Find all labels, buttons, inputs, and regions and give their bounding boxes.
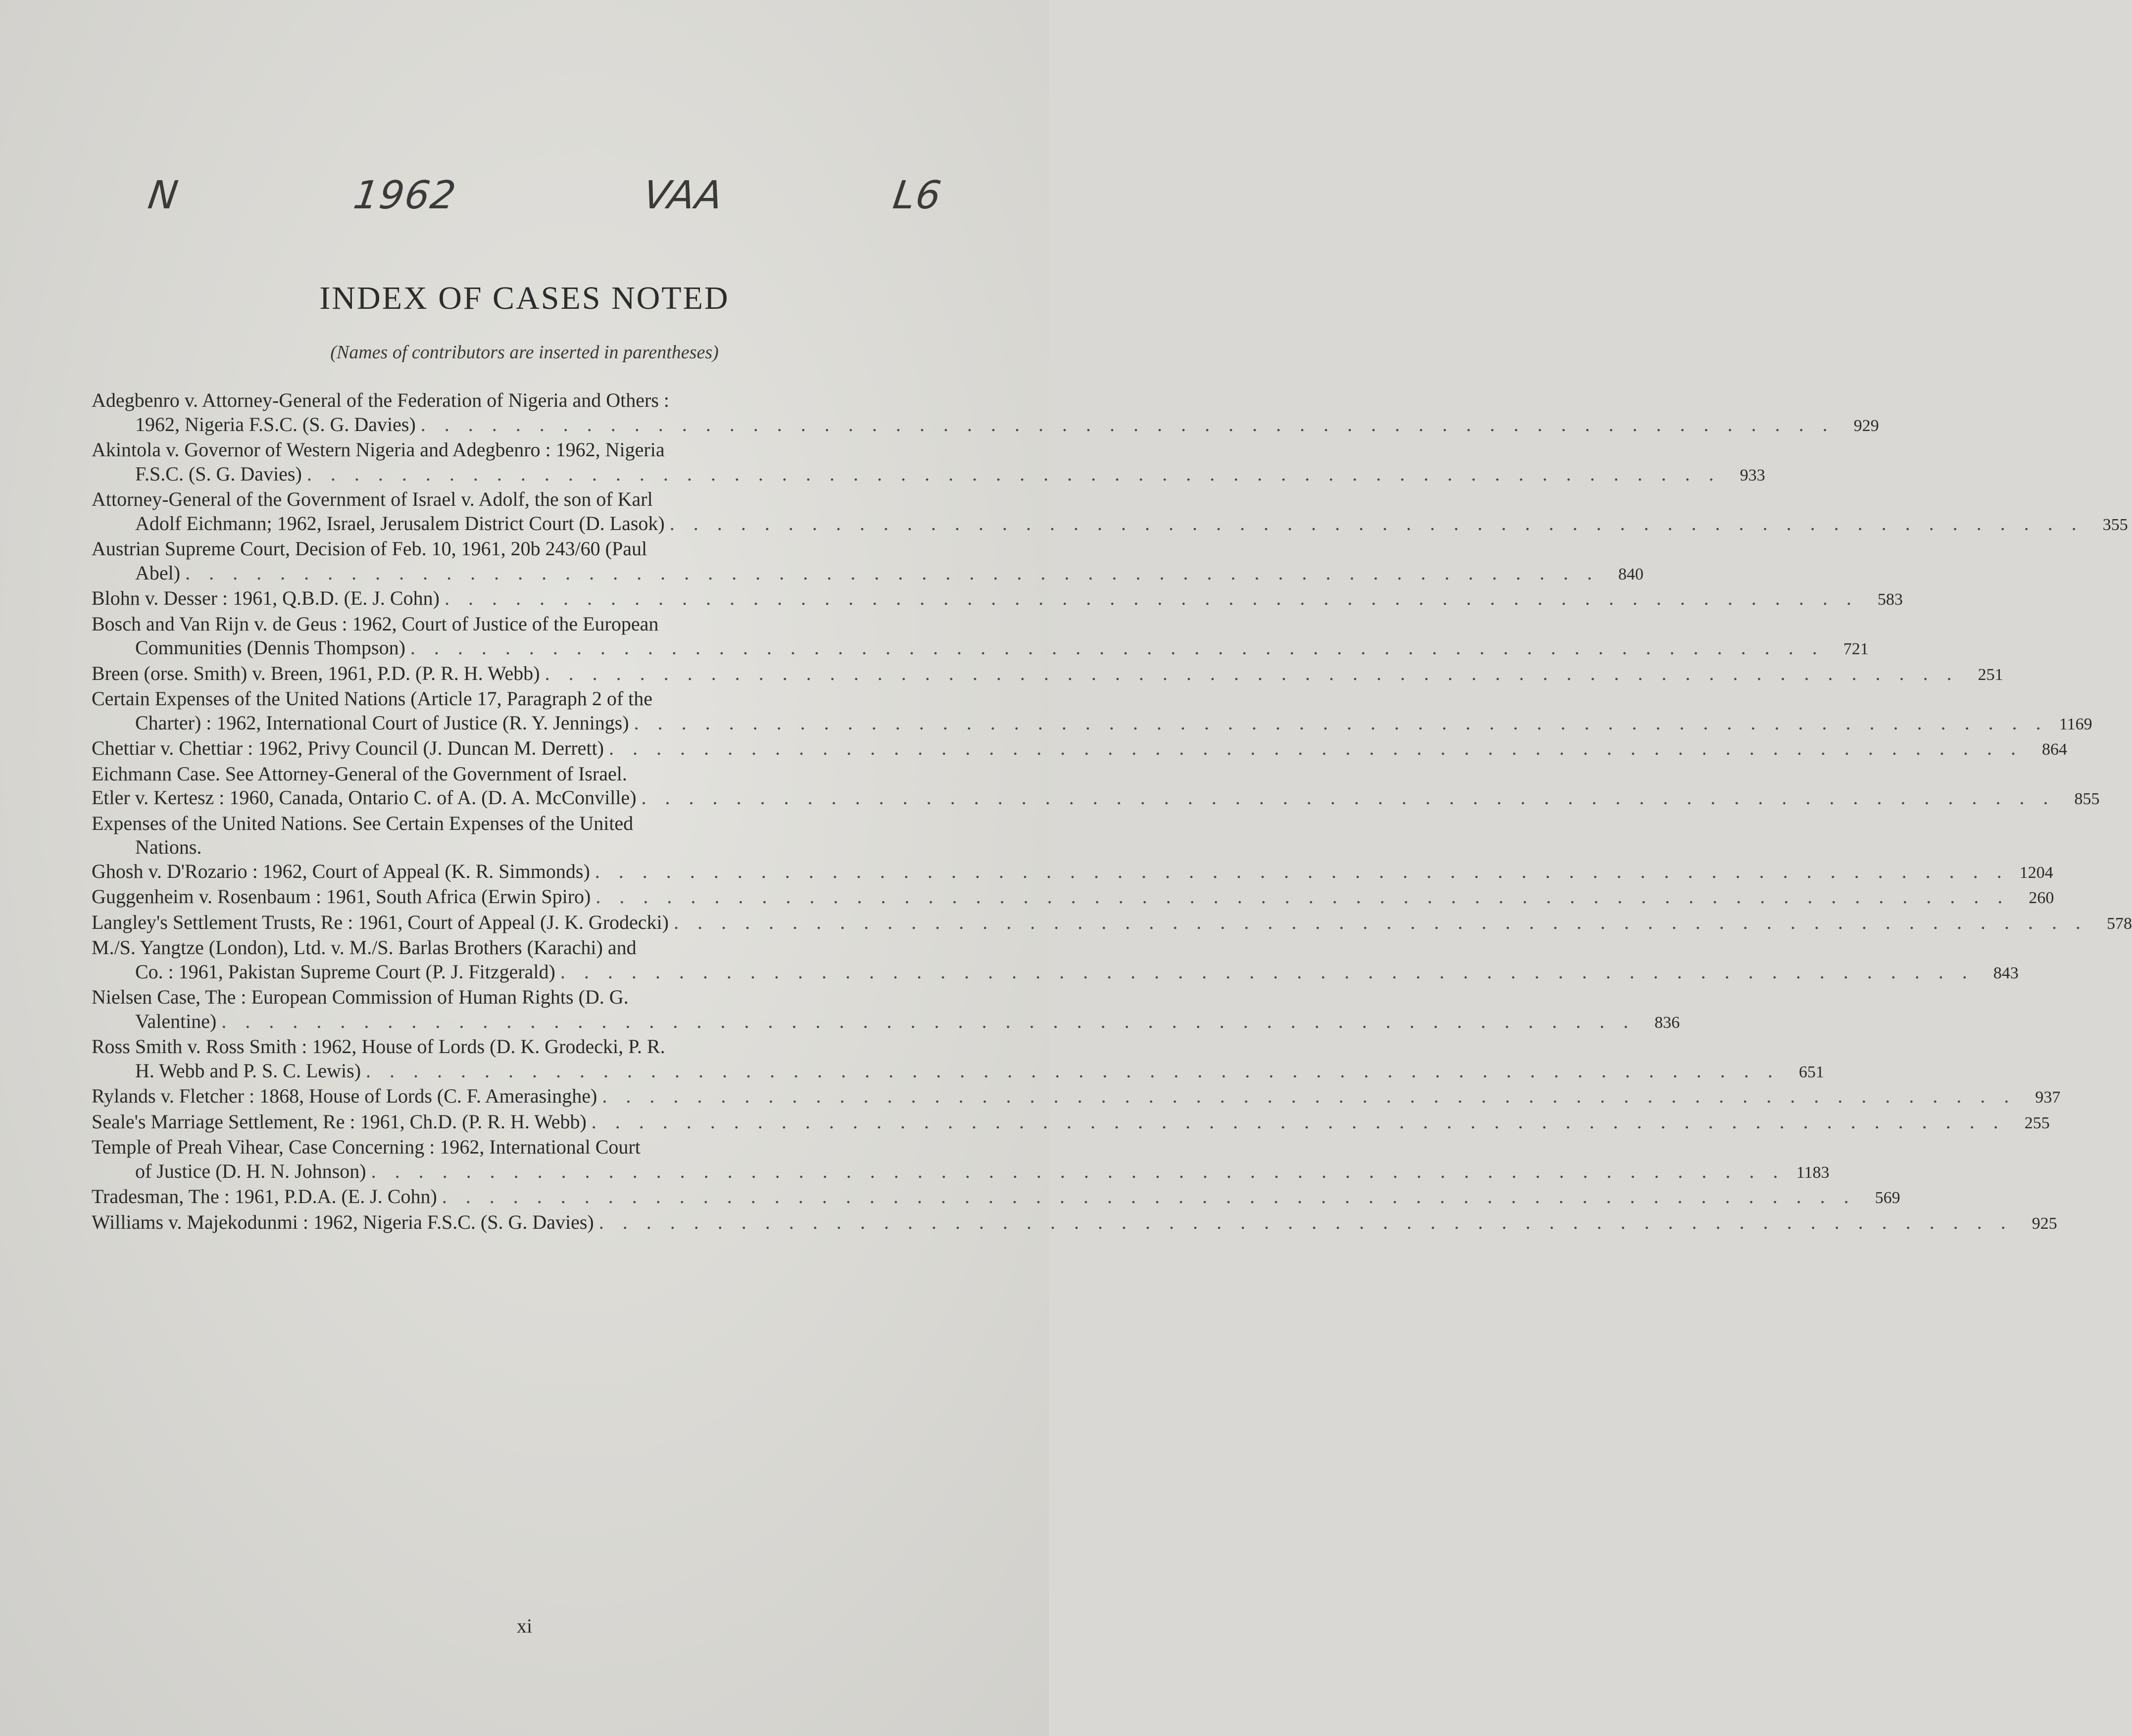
dot-leader: . . . . . . . . . . . . . . . . . . . . . . . . . . . . . . . . . . . . . . . . . . . . . . . . . . . . . . . . . . . . [185,561,1599,584]
index-entry [92,985,1680,1035]
dot-leader: . . . . . . . . . . . . . . . . . . . . . . . . . . . . . . . . . . . . . . . . . . . . . . . . . . . . . . . . . . . . [420,413,1835,435]
entry-text: Nations. [135,836,202,858]
dot-leader: . . . . . . . . . . . . . . . . . . . . . . . . . . . . . . . . . . . . . . . . . . . . . . . . . . . . . . . . . . . . [598,1210,2013,1233]
page-reference: 651 [1799,1062,1825,1081]
index-entry [92,736,2067,762]
index-entry [92,885,2054,911]
entry-text: Williams v. Majekodunmi : 1962, Nigeria F.S.C. (S. G. Davies) [92,1210,594,1233]
entry-text: Ross Smith v. Ross Smith : 1962, House of Lords (D. K. Grodecki, P. R. [92,1035,665,1058]
entry-text: Eichmann Case. See Attorney-General of the Government of Israel. [92,762,627,785]
entry-text: Seale's Marriage Settlement, Re : 1961, Ch.D. (P. R. H. Webb) [92,1110,587,1133]
entry-text: Etler v. Kertesz : 1960, Canada, Ontario C. of A. (D. A. McConville) [92,786,637,809]
index-entry [92,487,2128,537]
entry-text: Certain Expenses of the United Nations (Article 17, Paragraph 2 of the [92,687,653,710]
dot-leader: . . . . . . . . . . . . . . . . . . . . . . . . . . . . . . . . . . . . . . . . . . . . . . . . . . . . . . . . . . . . [306,462,1721,485]
dot-leader: . . . . . . . . . . . . . . . . . . . . . . . . . . . . . . . . . . . . . . . . . . . . . . . . . . . . . . . . . . . . [442,1185,1856,1207]
index-entry [92,537,1644,586]
entry-text: H. Webb and P. S. C. Lewis) [135,1059,361,1082]
entry-text: Nielsen Case, The : European Commission of Human Rights (D. G. [92,986,629,1008]
dot-leader: . . . . . . . . . . . . . . . . . . . . . . . . . . . . . . . . . . . . . . . . . . . . . . . . . . . . . . . . . . . . [602,1085,2016,1107]
entry-text: Attorney-General of the Government of Israel v. Adolf, the son of Karl [92,488,653,510]
page-reference: 864 [2041,740,2067,759]
index-entry [92,762,903,786]
entry-text: Expenses of the United Nations. See Certain Expenses of the United [92,812,634,834]
entry-text: Temple of Preah Vihear, Case Concerning : 1962, International Court [92,1136,641,1158]
index-entry [92,1135,1830,1185]
index-entry [92,786,2100,812]
entry-text: Adegbenro v. Attorney-General of the Federation of Nigeria and Others : [92,389,670,411]
entry-text: Chettiar v. Chettiar : 1962, Privy Council (J. Duncan M. Derrett) [92,737,604,759]
page-reference: 569 [1875,1189,1900,1207]
entry-text: Bosch and Van Rijn v. de Geus : 1962, Court of Justice of the European [92,612,659,635]
dot-leader: . . . . . . . . . . . . . . . . . . . . . . . . . . . . . . . . . . . . . . . . . . . . . . . . . . . . . . . . . . . . [366,1059,1780,1082]
dot-leader: . . . . . . . . . . . . . . . . . . . . . . . . . . . . . . . . . . . . . . . . . . . . . . . . . . . . . . . . . . . . [371,1159,1785,1182]
dot-leader: . . . . . . . . . . . . . . . . . . . . . . . . . . . . . . . . . . . . . . . . . . . . . . . . . . . . . . . . . . . . [444,587,1858,609]
entry-text: Tradesman, The : 1961, P.D.A. (E. J. Cohn) [92,1185,437,1207]
index-entry [92,586,1903,612]
index-entry [92,1110,2050,1136]
page-reference: 1183 [1796,1163,1830,1182]
entry-text: Valentine) [135,1010,217,1032]
index-entry [92,1084,2061,1110]
dot-leader: . . . . . . . . . . . . . . . . . . . . . . . . . . . . . . . . . . . . . . . . . . . . . . . . . . . . . . . . . . . . [608,737,2023,759]
page-reference: 255 [2024,1113,2050,1132]
page-reference: 933 [1739,466,1765,484]
entry-text: Austrian Supreme Court, Decision of Feb. 10, 1961, 20b 243/60 (Paul [92,537,647,560]
page-reference: 1169 [2059,715,2092,733]
dot-leader: . . . . . . . . . . . . . . . . . . . . . . . . . . . . . . . . . . . . . . . . . . . . . . . . . . . . . . . . . . . . [595,860,2009,882]
entry-text: Charter) : 1962, International Court of Justice (R. Y. Jennings) [135,711,629,734]
entry-text: Adolf Eichmann; 1962, Israel, Jerusalem District Court (D. Lasok) [135,512,665,534]
dot-leader: . . . . . . . . . . . . . . . . . . . . . . . . . . . . . . . . . . . . . . . . . . . . . . . . . . . . . . . . . . . . [669,512,2083,534]
entry-text: Guggenheim v. Rosenbaum : 1961, South Africa (Erwin Spiro) [92,885,591,908]
handwritten-annotation: 1962 [350,173,459,218]
entry-text: Akintola v. Governor of Western Nigeria and Adegbenro : 1962, Nigeria [92,438,665,461]
page-reference: 836 [1654,1013,1680,1032]
dot-leader: . . . . . . . . . . . . . . . . . . . . . . . . . . . . . . . . . . . . . . . . . . . . . . . . . . . . . . . . . . . . [641,786,2055,809]
case-index-list [92,388,2132,1236]
index-entry [92,662,2003,687]
dot-leader: . . . . . . . . . . . . . . . . . . . . . . . . . . . . . . . . . . . . . . . . . . . . . . . . . . . . . . . . . . . . [591,1110,2005,1133]
entry-text: Abel) [135,561,181,584]
index-entry [92,1035,1825,1084]
entry-text: Ghosh v. D'Rozario : 1962, Court of Appeal (K. R. Simmonds) [92,860,590,882]
handwritten-annotation: VAA [640,173,727,218]
index-entry [92,438,1765,487]
page-reference: 355 [2102,515,2128,534]
dot-leader: . . . . . . . . . . . . . . . . . . . . . . . . . . . . . . . . . . . . . . . . . . . . . . . . . . . . . . . . . . . . [595,885,2010,908]
page-number: xi [516,1615,533,1637]
index-entry [92,388,1879,438]
index-entry [92,860,2053,885]
entry-text: of Justice (D. H. N. Johnson) [135,1159,366,1182]
dot-leader: . . . . . . . . . . . . . . . . . . . . . . . . . . . . . . . . . . . . . . . . . . . . . . . . . . . . . . . . . . . . [673,911,2087,933]
handwritten-annotation: N [145,173,182,218]
page-reference: 929 [1853,416,1879,435]
page-reference: 855 [2074,790,2100,808]
page-reference: 721 [1843,640,1869,658]
entry-text: Blohn v. Desser : 1961, Q.B.D. (E. J. Cohn) [92,587,440,609]
dot-leader: . . . . . . . . . . . . . . . . . . . . . . . . . . . . . . . . . . . . . . . . . . . . . . . . . . . . . . . . . . . . [545,662,1959,684]
index-entry [92,812,903,860]
page-reference: 843 [1993,964,2019,982]
entry-text: Breen (orse. Smith) v. Breen, 1961, P.D. (P. R. H. Webb) [92,662,540,684]
dot-leader: . . . . . . . . . . . . . . . . . . . . . . . . . . . . . . . . . . . . . . . . . . . . . . . . . . . . . . . . . . . . [560,960,1974,983]
index-entry [92,1185,1900,1210]
page-reference: 583 [1877,590,1903,609]
dot-leader: . . . . . . . . . . . . . . . . . . . . . . . . . . . . . . . . . . . . . . . . . . . . . . . . . . . . . . . . . . . . [221,1010,1636,1032]
entry-text: Langley's Settlement Trusts, Re : 1961, Court of Appeal (J. K. Grodecki) [92,911,669,933]
entry-text: M./S. Yangtze (London), Ltd. v. M./S. Barlas Brothers (Karachi) and [92,936,637,959]
dot-leader: . . . . . . . . . . . . . . . . . . . . . . . . . . . . . . . . . . . . . . . . . . . . . . . . . . . . . . . . . . . . [634,711,2048,734]
page-reference: 840 [1618,565,1644,583]
page-subtitle: (Names of contributors are inserted in parentheses) [330,342,719,363]
page-reference: 251 [1978,665,2003,684]
index-entry [92,936,2019,985]
page-reference: 578 [2106,914,2132,933]
entry-text: Communities (Dennis Thompson) [135,636,405,659]
index-entry [92,612,1869,662]
page-reference: 925 [2032,1214,2057,1233]
dot-leader: . . . . . . . . . . . . . . . . . . . . . . . . . . . . . . . . . . . . . . . . . . . . . . . . . . . . . . . . . . . . [410,636,1824,659]
page-reference: 1204 [2019,863,2053,882]
entry-text: Rylands v. Fletcher : 1868, House of Lords (C. F. Amerasinghe) [92,1085,597,1107]
entry-text: Co. : 1961, Pakistan Supreme Court (P. J. Fitzgerald) [135,960,555,983]
handwritten-annotation: L6 [890,173,945,218]
page-reference: 260 [2029,889,2054,907]
entry-text: F.S.C. (S. G. Davies) [135,462,302,485]
page-reference: 937 [2035,1088,2061,1107]
index-entry [92,687,2092,736]
index-entry [92,1210,2057,1236]
entry-text: 1962, Nigeria F.S.C. (S. G. Davies) [135,413,416,435]
index-entry [92,911,2132,936]
page-title: INDEX OF CASES NOTED [319,280,730,316]
